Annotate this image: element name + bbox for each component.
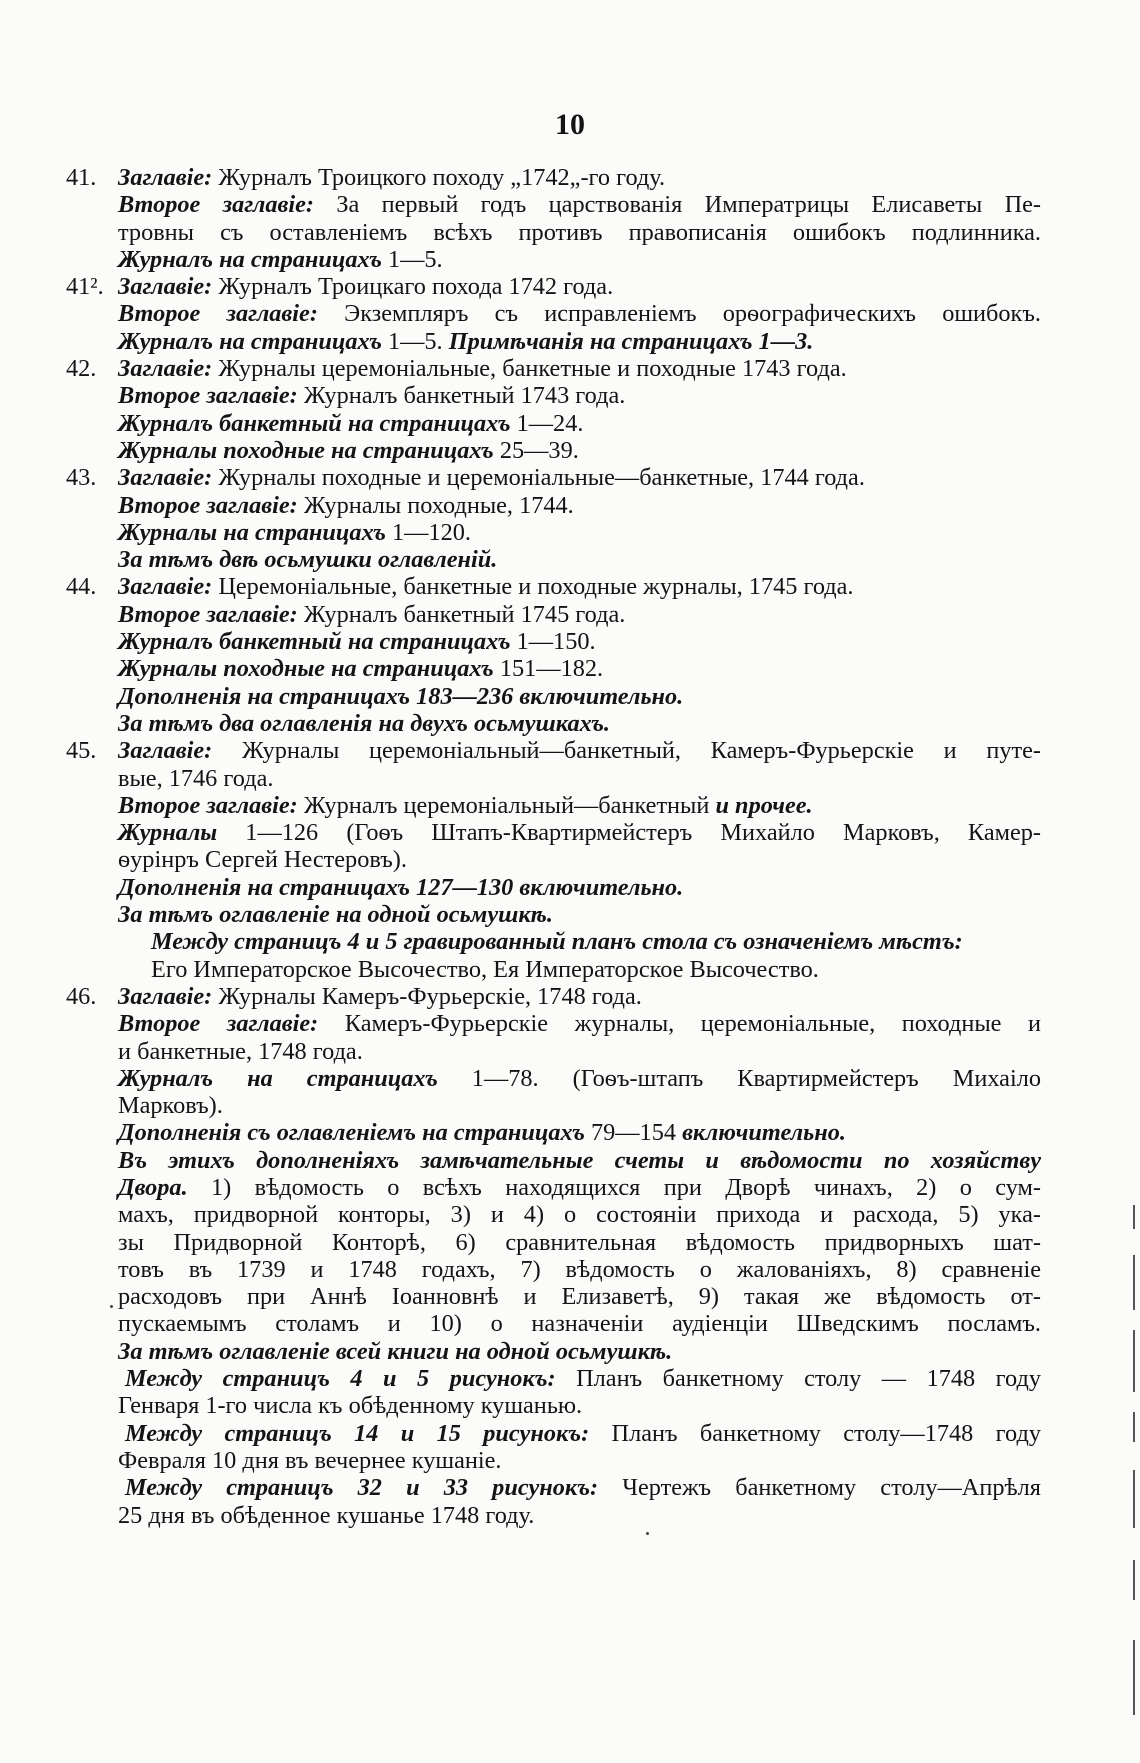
italic-text: Второе заглавіе: <box>118 300 318 328</box>
body-text: Журналъ банкетный 1743 года. <box>297 382 626 410</box>
entry-number: 43. <box>66 464 97 492</box>
margin-mark <box>1133 1255 1135 1310</box>
text-line <box>66 492 1041 519</box>
body-text: и банкетные, 1748 года. <box>118 1037 363 1065</box>
italic-text: Второе заглавіе: <box>118 191 314 219</box>
body-text: ѳурінръ Сергей Нестеровъ). <box>118 846 407 874</box>
text-line <box>66 1201 1041 1228</box>
italic-text: Заглавіе: <box>118 464 213 492</box>
italic-text: Журналъ на страницахъ <box>118 327 382 355</box>
body-text: пускаемымъ столамъ и 10) о назначеніи аудіенціи Шведскимъ посламъ. <box>118 1310 1041 1338</box>
italic-text: Заглавіе: <box>118 273 213 301</box>
margin-mark <box>1133 1412 1135 1442</box>
catalog-entries <box>66 164 1041 1529</box>
italic-text: Дополненія на страницахъ 183—236 включительно. <box>118 682 684 710</box>
body-text: Церемоніальные, банкетные и походные журналы, 1745 года. <box>212 573 854 601</box>
text-line <box>66 328 1041 355</box>
body-text: 25 дня въ обѣденное кушанье 1748 году. <box>118 1501 535 1529</box>
italic-text: Журналы <box>118 819 218 847</box>
text-line <box>66 1420 1041 1447</box>
italic-text: Дополненія съ оглавленіемъ на страницахъ <box>118 1119 585 1147</box>
body-text: товъ въ 1739 и 1748 годахъ, 7) вѣдомость о жалованіяхъ, 8) сравненіе <box>118 1255 1041 1283</box>
text-line <box>66 928 1041 955</box>
italic-text: Второе заглавіе: <box>118 382 298 410</box>
text-line <box>66 1147 1041 1174</box>
text-line <box>66 1038 1041 1065</box>
body-text: Камеръ-Фурьерскіе журналы, церемоніальные, походные и <box>318 1010 1041 1038</box>
body-text: Журналъ банкетный 1745 года. <box>297 600 626 628</box>
italic-text: Второе заглавіе: <box>118 791 298 819</box>
text-line <box>66 1229 1041 1256</box>
italic-text: За тѣмъ два оглавленія на двухъ осьмушкахъ. <box>118 709 611 737</box>
italic-text: Заглавіе: <box>118 355 213 383</box>
text-line <box>66 983 1041 1010</box>
body-text: Его Императорское Высочество, Ея Императорское Высочество. <box>151 955 819 983</box>
italic-text: Журналъ банкетный на страницахъ <box>118 409 511 437</box>
text-line <box>66 956 1041 983</box>
body-text: 1—5. <box>381 327 449 355</box>
entry-number: 42. <box>66 355 97 383</box>
text-line <box>66 1256 1041 1283</box>
body-text: Журналы Камеръ-Фурьерскіе, 1748 года. <box>212 982 642 1010</box>
text-line <box>66 355 1041 382</box>
italic-text: Второе заглавіе: <box>118 1010 319 1038</box>
italic-text: Заглавіе: <box>118 737 213 765</box>
text-line <box>66 382 1041 409</box>
body-text: Журналы походные и церемоніальные—банкетные, 1744 года. <box>212 464 865 492</box>
entry-number: 46. <box>66 982 97 1010</box>
body-text: 1—150. <box>510 628 596 656</box>
italic-text: Заглавіе: <box>118 573 213 601</box>
italic-text: Второе заглавіе: <box>118 600 298 628</box>
body-text: Генваря 1-го числа къ обѣденному кушанью. <box>118 1392 583 1420</box>
body-text: зы Придворной Конторѣ, 6) сравнительная вѣдомость придворныхъ шат- <box>118 1228 1041 1256</box>
text-line <box>66 737 1041 764</box>
text-line <box>66 1447 1041 1474</box>
body-text: Журналъ церемоніальный—банкетный <box>297 791 716 819</box>
entry-number: 41. <box>66 164 97 191</box>
text-line <box>66 1310 1041 1337</box>
text-line <box>66 1174 1041 1201</box>
body-text: 1—126 (Гоѳъ Штапъ-Квартирмейстеръ Михайло Марковъ, Камер- <box>217 819 1041 847</box>
margin-mark <box>1133 1205 1135 1229</box>
body-text: тровны съ оставленіемъ всѣхъ противъ правописанія ошибокъ подлинника. <box>118 218 1041 246</box>
body-text: Журналы походные, 1744. <box>297 491 574 519</box>
body-text: Журналы церемоніальные, банкетные и походные 1743 года. <box>212 355 847 383</box>
body-text: 1) вѣдомость о всѣхъ находящихся при Дворѣ чинахъ, 2) о сум- <box>187 1173 1041 1201</box>
italic-text: Второе заглавіе: <box>118 491 298 519</box>
italic-text: Журналы походные на страницахъ <box>118 436 494 464</box>
margin-mark <box>1133 1560 1135 1600</box>
text-line <box>66 1283 1041 1310</box>
italic-text: Въ этихъ дополненіяхъ замѣчательные счеты и вѣдомости по хозяйству <box>118 1146 1041 1174</box>
italic-text: Между страницъ 32 и 33 рисунокъ: <box>125 1474 599 1502</box>
italic-text: Примѣчанія на страницахъ 1—3. <box>448 327 814 355</box>
text-line <box>66 546 1041 573</box>
italic-text: Заглавіе: <box>118 164 213 191</box>
text-line <box>66 846 1041 873</box>
text-line <box>66 1365 1041 1392</box>
page-number: 10 <box>555 108 585 141</box>
body-text: Планъ банкетному столу—1748 году <box>589 1419 1041 1447</box>
body-text: махъ, придворной конторы, 3) и 4) о состояніи прихода и расхода, 5) ука- <box>118 1201 1041 1229</box>
italic-text: Журналы походные на страницахъ <box>118 655 494 683</box>
italic-text: За тѣмъ оглавленіе всей книги на одной осьмушкѣ. <box>118 1337 673 1365</box>
body-text: 25—39. <box>493 436 579 464</box>
text-line <box>66 601 1041 628</box>
text-line <box>66 410 1041 437</box>
text-line <box>66 519 1041 546</box>
italic-text: Между страницъ 4 и 5 рисунокъ: <box>125 1365 556 1393</box>
body-text: Планъ банкетному столу — 1748 году <box>555 1365 1041 1393</box>
body-text: 151—182. <box>493 655 604 683</box>
italic-text: Журналы на страницахъ <box>118 518 386 546</box>
text-line <box>66 273 1041 300</box>
text-line <box>66 1065 1041 1092</box>
body-text: 1—78. (Гоѳъ-штапъ Квартирмейстеръ Михаіло <box>437 1064 1041 1092</box>
text-line <box>66 1502 1041 1529</box>
paper-speck <box>646 1532 649 1535</box>
entry-number: 45. <box>66 737 97 765</box>
text-line <box>66 1092 1041 1119</box>
entry-number: 44. <box>66 573 97 601</box>
body-text: Журналъ Троицкого походу „1742„-го году. <box>212 164 666 191</box>
text-line <box>66 683 1041 710</box>
italic-text: За тѣмъ оглавленіе на одной осьмушкѣ. <box>118 901 553 929</box>
body-text: Журналъ Троицкаго похода 1742 года. <box>212 273 614 301</box>
body-text: Марковъ). <box>118 1092 223 1120</box>
italic-text: Дополненія на страницахъ 127—130 включительно. <box>118 873 684 901</box>
text-line <box>66 300 1041 327</box>
body-text: Журналы церемоніальный—банкетный, Камеръ-Фурьерскіе и путе- <box>212 737 1041 765</box>
body-text: 1—24. <box>510 409 584 437</box>
text-line <box>66 792 1041 819</box>
text-line <box>66 246 1041 273</box>
text-line <box>66 819 1041 846</box>
text-line <box>66 464 1041 491</box>
text-line <box>66 710 1041 737</box>
body-text: Февраля 10 дня въ вечернее кушаніе. <box>118 1446 502 1474</box>
text-line <box>66 219 1041 246</box>
text-line <box>66 164 1041 191</box>
body-text: Чертежъ банкетному столу—Апрѣля <box>598 1474 1041 1502</box>
text-line <box>66 628 1041 655</box>
italic-text: Между страницъ 4 и 5 гравированный планъ стола съ означеніемъ мѣстъ: <box>151 928 963 956</box>
italic-text: Журналъ банкетный на страницахъ <box>118 628 511 656</box>
body-text: Экземпляръ съ исправленіемъ орѳографическихъ ошибокъ. <box>317 300 1042 328</box>
text-line <box>66 437 1041 464</box>
text-line <box>66 901 1041 928</box>
italic-text: Журналъ на страницахъ <box>118 245 382 273</box>
margin-mark <box>1133 1470 1135 1528</box>
margin-mark <box>1133 1330 1135 1392</box>
italic-text: Между страницъ 14 и 15 рисунокъ: <box>125 1419 590 1447</box>
margin-mark <box>1133 1640 1135 1715</box>
text-line <box>66 1119 1041 1146</box>
body-text: расходовъ при Аннѣ Іоанновнѣ и Елизаветѣ, 9) такая же вѣдомость от- <box>118 1283 1041 1311</box>
text-line <box>66 1392 1041 1419</box>
entry-number: 41². <box>66 273 104 301</box>
italic-text: и прочее. <box>715 791 813 819</box>
italic-text: Заглавіе: <box>118 982 213 1010</box>
italic-text: включительно. <box>682 1119 846 1147</box>
body-text: 1—120. <box>385 518 471 546</box>
text-line <box>66 1010 1041 1037</box>
italic-text: Журналъ на страницахъ <box>118 1064 438 1092</box>
body-text: 1—5. <box>381 245 443 273</box>
italic-text: За тѣмъ двѣ осьмушки оглавленій. <box>118 546 498 574</box>
text-line <box>66 191 1041 218</box>
italic-text: Двора. <box>118 1173 188 1201</box>
body-text: За первый годъ царствованія Императрицы Елисаветы Пе- <box>314 191 1041 219</box>
text-line <box>66 573 1041 600</box>
text-line <box>66 1474 1041 1501</box>
text-line <box>66 765 1041 792</box>
text-line <box>66 874 1041 901</box>
text-line <box>66 1338 1041 1365</box>
paper-speck <box>110 1305 113 1308</box>
text-line <box>66 655 1041 682</box>
body-text: вые, 1746 года. <box>118 764 274 792</box>
body-text: 79—154 <box>584 1119 683 1147</box>
